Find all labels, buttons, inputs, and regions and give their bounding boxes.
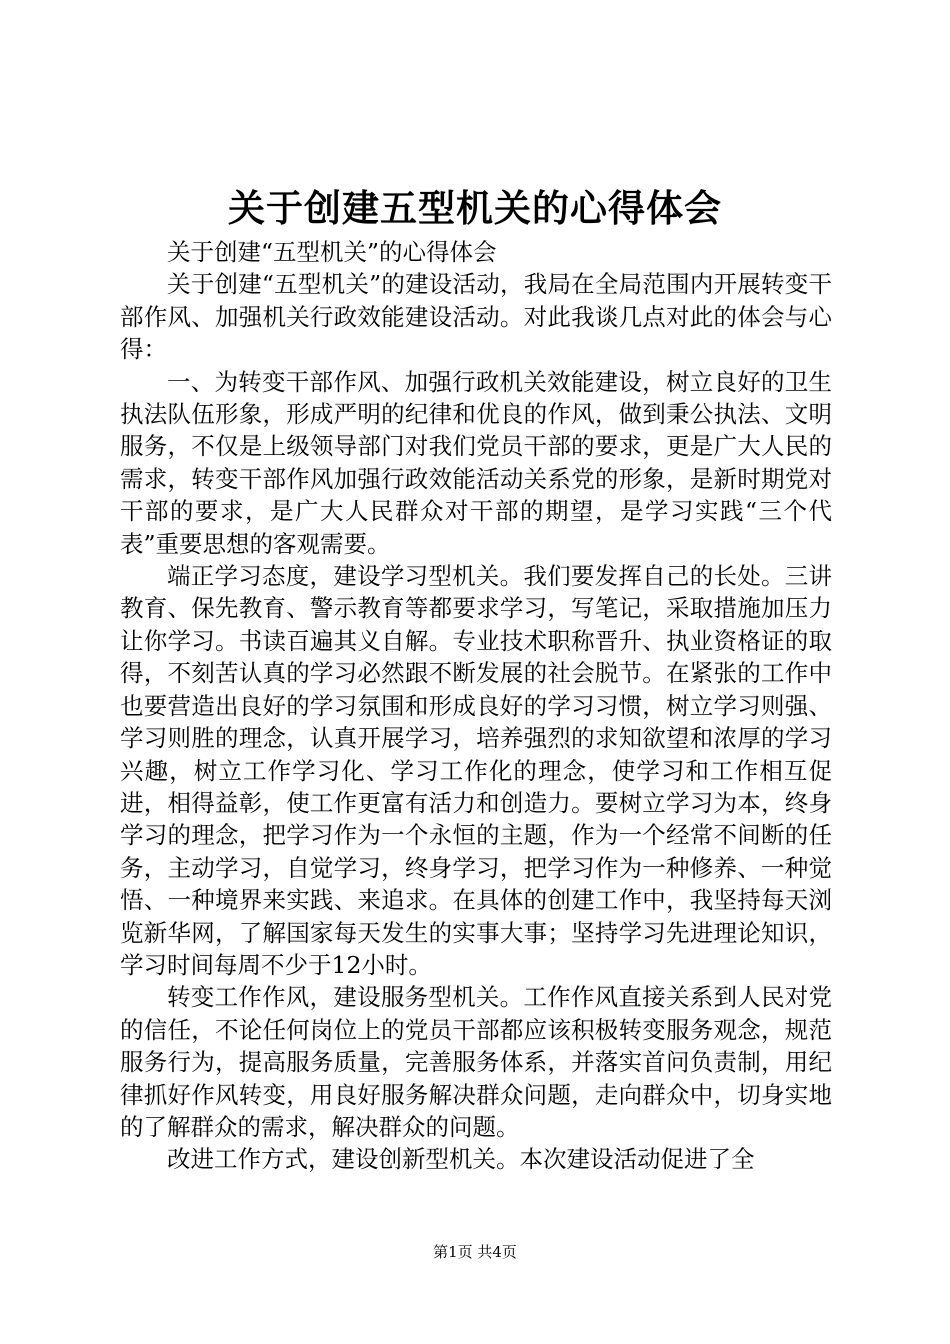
paragraph-point-one: 一、为转变干部作风、加强行政机关效能建设，树立良好的卫生执法队伍形象，形成严明的纪律和优良的作风，做到秉公执法、文明服务，不仅是上级领导部门对我们党员干部的要求，更是广大人民的需求，转变干部作风加强行政效能活动关系党的形象，是新时期党对干部的要求，是广大人民群众对干部的期望，是学习实践“三个代表”重要思想的客观需要。 xyxy=(120,367,832,558)
paragraph-intro: 关于创建“五型机关”的建设活动，我局在全局范围内开展转变干部作风、加强机关行政效能建设活动。对此我谈几点对此的体会与心得： xyxy=(120,270,832,364)
page-title: 关于创建五型机关的心得体会 xyxy=(228,187,722,230)
paragraph-service: 转变工作作风，建设服务型机关。工作作风直接关系到人民对党的信任，不论任何岗位上的党员干部都应该积极转变服务观念，规范服务行为，提高服务质量，完善服务体系，并落实首问负责制，用纪律抓好作风转变，用良好服务解决群众问题，走向群众中，切身实地的了解群众的需求，解决群众的问题。 xyxy=(120,983,832,1141)
paragraph-subtitle: 关于创建“五型机关”的心得体会 xyxy=(167,238,497,266)
paragraph-innovation: 改进工作方式，建设创新型机关。本次建设活动促进了全 xyxy=(167,1145,755,1174)
document-body xyxy=(120,236,832,1176)
paragraph-learning: 端正学习态度，建设学习型机关。我们要发挥自己的长处。三讲教育、保先教育、警示教育等都要求学习，写笔记，采取措施加压力让你学习。书读百遍其义自解。专业技术职称晋升、执业资格证的取得，不刻苦认真的学习必然跟不断发展的社会脱节。在紧张的工作中也要营造出良好的学习氛围和形成良好的学习习惯，树立学习则强、学习则胜的理念，认真开展学习，培养强烈的求知欲望和浓厚的学习兴趣，树立工作学习化、学习工作化的理念，使学习和工作相互促进，相得益彰，使工作更富有活力和创造力。要树立学习为本，终身学习的理念，把学习作为一个永恒的主题，作为一个经常不间断的任务，主动学习，自觉学习，终身学习，把学习作为一种修养、一种觉悟、一种境界来实践、来追求。在具体的创建工作中，我坚持每天浏览新华网，了解国家每天发生的实事大事；坚持学习先进理论知识，学习时间每周不少于12小时。 xyxy=(120,562,832,979)
page-footer: 第1页 共4页 xyxy=(433,1243,517,1261)
